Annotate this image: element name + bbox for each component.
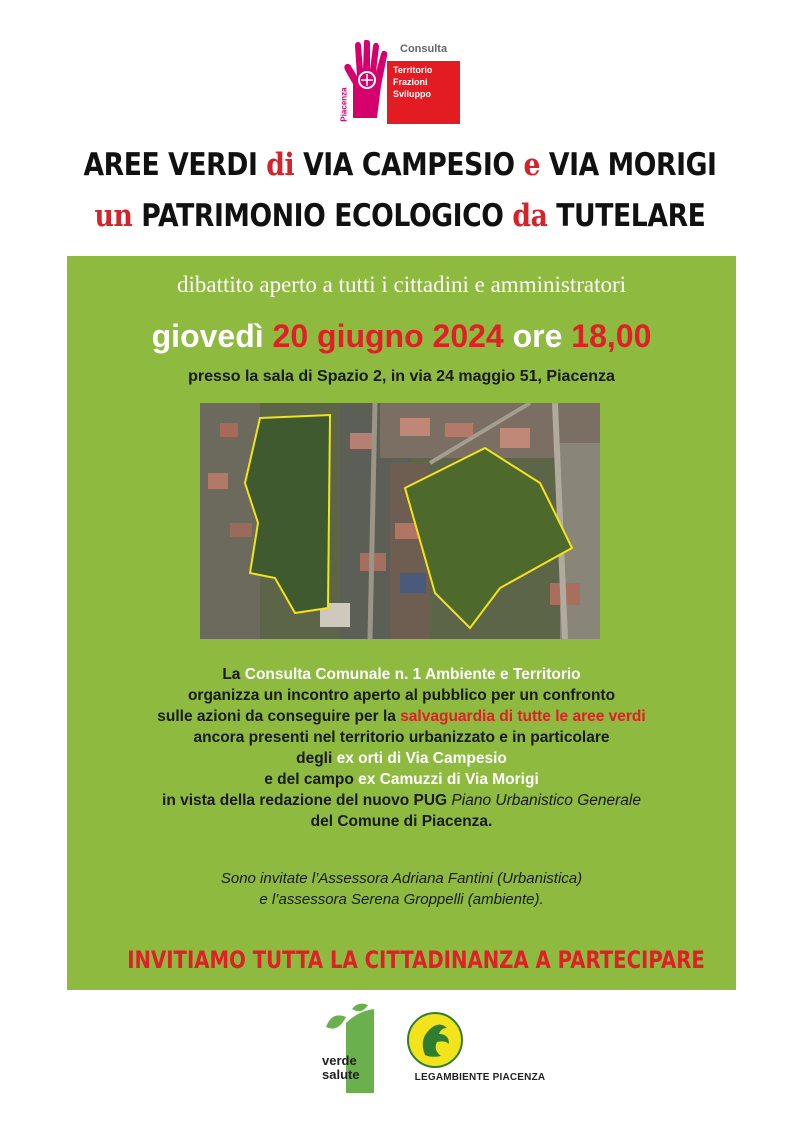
title-line-2 <box>56 198 744 234</box>
consulta-name: Consulta Comunale n. 1 Ambiente e Territorio <box>244 666 581 683</box>
title-text: TUTELARE <box>547 198 706 234</box>
title-connector: da <box>512 198 548 234</box>
description-line: organizza un incontro aperto al pubblico per un confronto <box>187 687 616 704</box>
description-line <box>67 769 736 790</box>
leaf-icon <box>326 1015 346 1028</box>
legambiente-label: LEGAMBIENTE PIACENZA <box>414 1072 546 1083</box>
description-line <box>67 748 736 769</box>
event-date-line <box>67 318 736 355</box>
logo-line: Territorio <box>393 65 433 75</box>
logo-line: Sviluppo <box>393 89 431 99</box>
description-line: ancora presenti nel territorio urbanizzato e in particolare <box>193 729 610 746</box>
title-text: VIA MORIGI <box>540 147 717 183</box>
logo-word: Consulta <box>400 43 448 55</box>
title-line-1 <box>56 147 744 183</box>
description-text: e del campo <box>264 771 359 788</box>
title-text: VIA CAMPESIO <box>294 147 524 183</box>
title-text: AREE VERDI <box>83 147 267 183</box>
verde-salute-logo <box>318 1003 390 1093</box>
description-line <box>67 664 736 685</box>
event-description <box>67 664 736 832</box>
invited-guests <box>67 868 736 910</box>
invited-line: e l’assessora Serena Groppelli (ambiente). <box>259 891 544 908</box>
logo-vertical-text: Piacenza <box>339 87 349 122</box>
title-connector: di <box>266 147 295 183</box>
event-panel <box>67 256 736 990</box>
description-text: in vista della redazione del nuovo PUG <box>162 792 452 809</box>
comitato-word: COMITATO <box>373 1023 382 1065</box>
pug-name: Piano Urbanistico Generale <box>451 792 641 809</box>
description-line <box>67 790 736 811</box>
consulta-logo <box>339 40 461 126</box>
event-ore: ore <box>512 318 563 354</box>
verde-word: verde <box>322 1053 357 1068</box>
logo-line: Frazioni <box>393 77 428 87</box>
description-text: degli <box>296 750 337 767</box>
event-day: giovedì <box>151 318 264 354</box>
description-line: del Comune di Piacenza. <box>310 813 493 830</box>
description-text: sulle azioni da conseguire per la <box>157 708 401 725</box>
aerial-map-image <box>200 403 600 639</box>
title-text: PATRIMONIO ECOLOGICO <box>132 198 513 234</box>
title-connector: un <box>94 198 133 234</box>
legambiente-emblem-icon <box>405 1010 555 1070</box>
description-line <box>67 706 736 727</box>
title-connector: e <box>523 147 541 183</box>
highlight-text: salvaguardia di tutte le aree verdi <box>400 708 646 725</box>
event-date: 20 giugno 2024 <box>272 318 504 354</box>
logo-red-box <box>387 61 460 124</box>
call-to-action: INVITIAMO TUTTA LA CITTADINANZA A PARTECIPARE <box>127 946 705 974</box>
highlight-text: ex orti di Via Campesio <box>336 750 507 767</box>
salute-word: salute <box>322 1067 360 1082</box>
description-text: La <box>222 666 245 683</box>
legambiente-logo <box>405 1010 555 1090</box>
leaf-icon <box>352 1004 368 1012</box>
invited-line: Sono invitate l’Assessora Adriana Fantini (Urbanistica) <box>220 870 583 887</box>
event-place: presso la sala di Spazio 2, in via 24 maggio 51, Piacenza <box>188 368 615 385</box>
hand-icon <box>343 40 389 118</box>
event-time: 18,00 <box>571 318 652 354</box>
event-subtitle: dibattito aperto a tutti i cittadini e amministratori <box>176 272 627 297</box>
highlight-text: ex Camuzzi di Via Morigi <box>358 771 539 788</box>
